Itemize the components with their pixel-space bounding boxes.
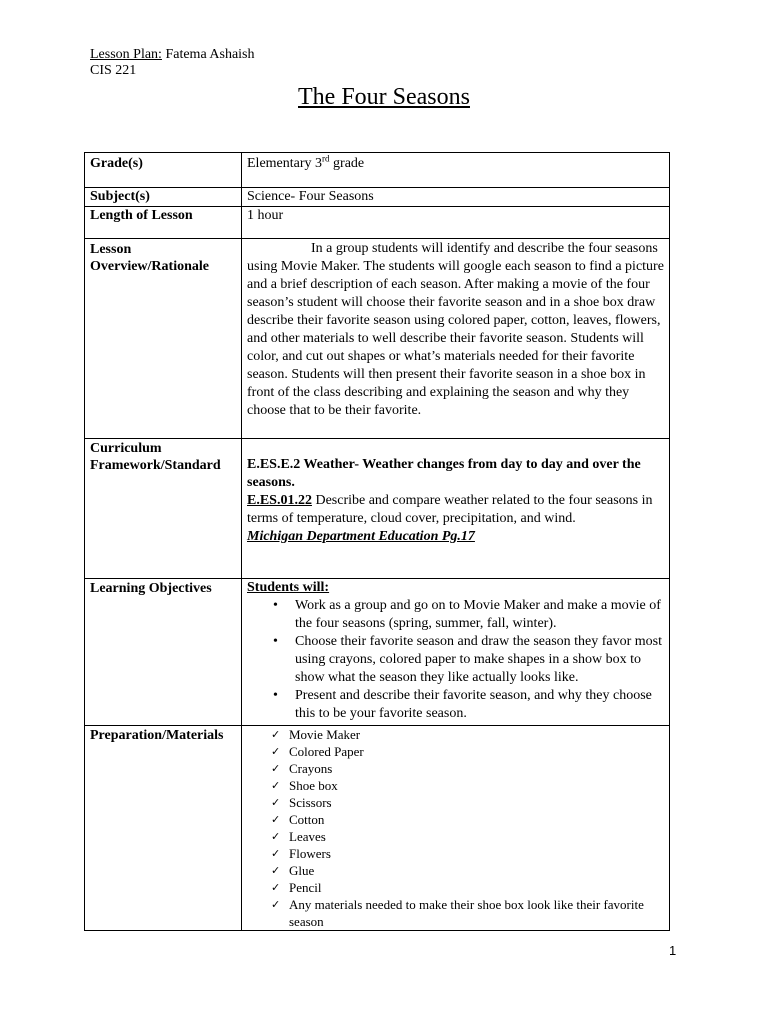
grade-ordinal: rd xyxy=(322,153,330,164)
objectives-label: Learning Objectives xyxy=(85,579,242,726)
objectives-heading: Students will: xyxy=(247,580,330,595)
material-text: Cotton xyxy=(289,812,325,827)
material-text: Pencil xyxy=(289,880,322,895)
bullet-icon: • xyxy=(273,634,278,649)
material-text: Flowers xyxy=(289,846,331,861)
material-text: Movie Maker xyxy=(289,727,361,742)
overview-value xyxy=(242,239,670,439)
checkmark-icon: ✓ xyxy=(271,847,281,860)
subject-value: Science- Four Seasons xyxy=(242,188,670,207)
list-item xyxy=(247,726,664,743)
overview-label-line2: Overview/Rationale xyxy=(90,259,209,274)
standard-weather: E.ES.E.2 Weather- Weather changes from day to day and over the seasons. xyxy=(247,457,641,490)
material-text: Shoe box xyxy=(289,778,338,793)
curriculum-value xyxy=(242,439,670,579)
list-item xyxy=(247,794,664,811)
list-item xyxy=(247,687,664,723)
checkmark-icon: ✓ xyxy=(271,881,281,894)
checkmark-icon: ✓ xyxy=(271,762,281,775)
grade-value xyxy=(242,153,670,188)
curriculum-label-line1: Curriculum xyxy=(90,441,162,456)
material-text: Crayons xyxy=(289,761,333,776)
standard-code: E.ES.01.22 xyxy=(247,493,312,508)
checkmark-icon: ✓ xyxy=(271,864,281,877)
objective-text: Choose their favorite season and draw the season they favor most using crayons, colored paper to make shapes in a show box to show what the season they like actually looks like. xyxy=(295,634,663,685)
checkmark-icon: ✓ xyxy=(271,796,281,809)
row-objectives xyxy=(85,579,670,726)
list-item xyxy=(247,633,664,687)
list-item xyxy=(247,896,664,930)
list-item xyxy=(247,760,664,777)
lesson-plan-table xyxy=(84,152,670,931)
objective-text: Present and describe their favorite season, and why they choose this to be your favorite season. xyxy=(295,688,652,721)
grade-label: Grade(s) xyxy=(85,153,242,188)
list-item xyxy=(247,862,664,879)
page-title: The Four Seasons xyxy=(298,84,470,110)
checkmark-icon: ✓ xyxy=(271,745,281,758)
list-item xyxy=(247,828,664,845)
checkmark-icon: ✓ xyxy=(271,728,281,741)
bullet-icon: • xyxy=(273,598,278,613)
author-name: Fatema Ashaish xyxy=(161,47,255,62)
standard-source: Michigan Department Education Pg.17 xyxy=(247,529,475,544)
course-code: CIS 221 xyxy=(90,63,137,78)
document-header xyxy=(90,47,255,79)
objectives-list xyxy=(247,597,664,723)
row-length xyxy=(85,207,670,239)
row-materials xyxy=(85,726,670,931)
row-curriculum xyxy=(85,439,670,579)
material-text: Colored Paper xyxy=(289,744,364,759)
checkmark-icon: ✓ xyxy=(271,813,281,826)
checkmark-icon: ✓ xyxy=(271,779,281,792)
subject-label: Subject(s) xyxy=(85,188,242,207)
length-label: Length of Lesson xyxy=(85,207,242,239)
standard-text: Describe and compare weather related to the four seasons in terms of temperature, cloud cover, precipitation, and wind. xyxy=(247,493,653,526)
objective-text: Work as a group and go on to Movie Maker and make a movie of the four seasons (spring, summer, fall, winter). xyxy=(295,598,661,631)
row-subject xyxy=(85,188,670,207)
list-item xyxy=(247,777,664,794)
lesson-plan-label: Lesson Plan: xyxy=(90,47,162,62)
lesson-plan-line xyxy=(90,47,255,63)
list-item xyxy=(247,879,664,896)
page-number: 1 xyxy=(669,943,677,958)
curriculum-label xyxy=(85,439,242,579)
list-item xyxy=(247,743,664,760)
standard-compare xyxy=(247,492,664,528)
bullet-icon: • xyxy=(273,688,278,703)
material-text: Glue xyxy=(289,863,315,878)
objectives-value xyxy=(242,579,670,726)
list-item xyxy=(247,845,664,862)
grade-value-text: Elementary 3 xyxy=(247,156,323,171)
curriculum-label-line2: Framework/Standard xyxy=(90,458,221,473)
checkmark-icon: ✓ xyxy=(271,830,281,843)
materials-label: Preparation/Materials xyxy=(85,726,242,931)
materials-value xyxy=(242,726,670,931)
list-item xyxy=(247,811,664,828)
row-grade xyxy=(85,153,670,188)
checkmark-icon: ✓ xyxy=(271,898,281,911)
overview-label-line1: Lesson xyxy=(90,242,132,257)
material-text: Leaves xyxy=(289,829,326,844)
materials-list xyxy=(247,726,664,930)
row-overview xyxy=(85,239,670,439)
grade-value-suffix: grade xyxy=(329,156,365,171)
material-text: Scissors xyxy=(289,795,332,810)
overview-text: In a group students will identify and describe the four seasons using Movie Maker. The students will google each season to find a picture and a brief description of each season. After making a movie of the four season’s student will choose their favorite season and in a shoe box draw describe their favorite season using colored paper, cotton, leaves, flowers, and other materials to well describe their favorite season. Students will color, and cut out shapes or what’s materials needed for their favorite season. Students will then present their favorite season in a shoe box in front of the class describing and explaining the season and why they choose that to be their favorite. xyxy=(247,241,664,418)
overview-label xyxy=(85,239,242,439)
list-item xyxy=(247,597,664,633)
length-value: 1 hour xyxy=(242,207,670,239)
material-text: Any materials needed to make their shoe box look like their favorite season xyxy=(289,897,644,929)
